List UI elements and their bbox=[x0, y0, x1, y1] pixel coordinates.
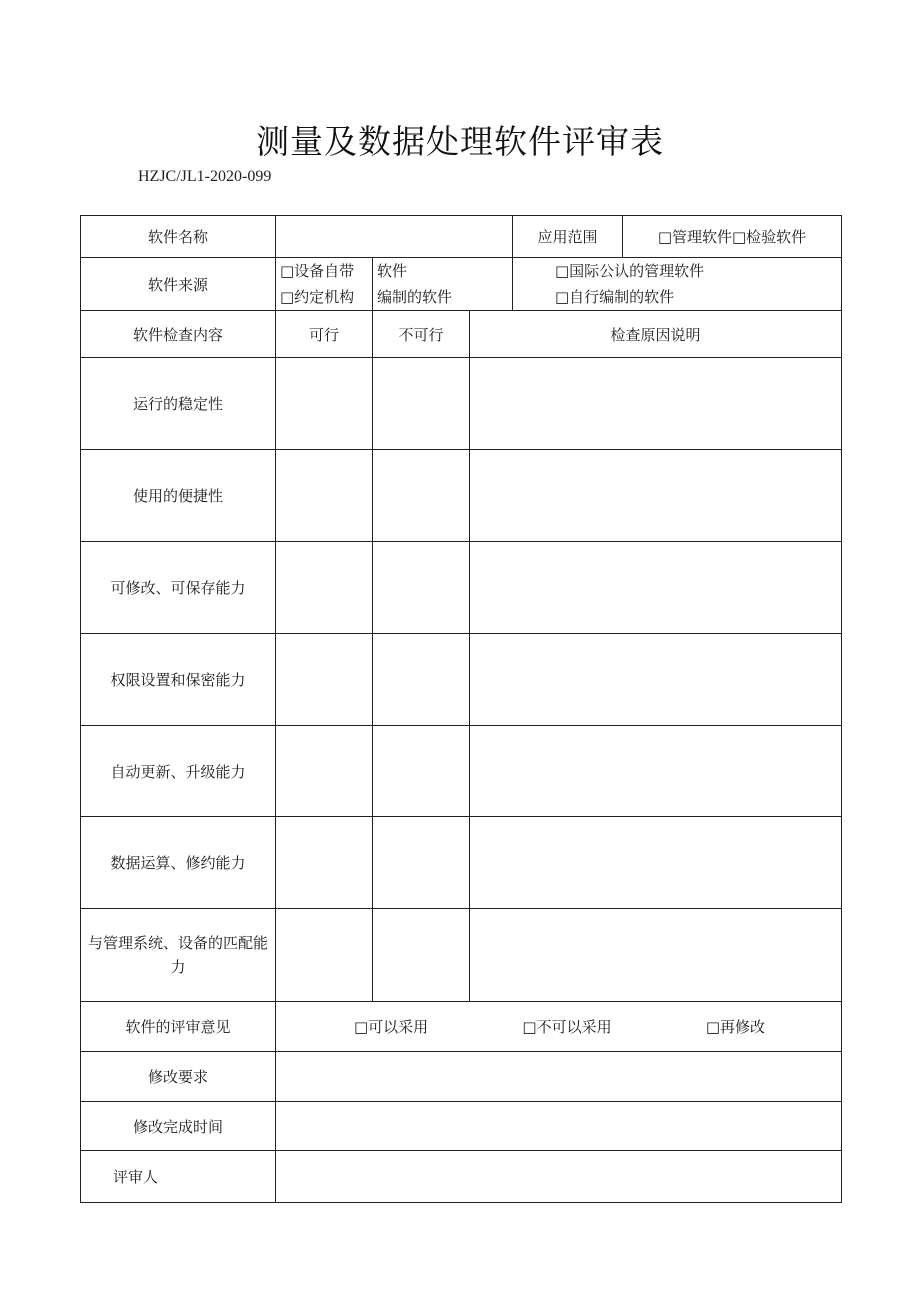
page-title: 测量及数据处理软件评审表 bbox=[256, 122, 664, 161]
modify-requirement-label: 修改要求 bbox=[81, 1052, 276, 1102]
source-option-self-developed[interactable]: □自行编制的软件 bbox=[555, 288, 675, 306]
not-feasible-cell[interactable] bbox=[373, 634, 470, 726]
not-feasible-cell[interactable] bbox=[373, 542, 470, 634]
check-item-row bbox=[81, 542, 842, 634]
document-number: HZJC/JL1-2020-099 bbox=[138, 168, 272, 185]
source-options-col3 bbox=[513, 258, 842, 311]
check-item-label: 与管理系统、设备的匹配能力 bbox=[81, 909, 276, 1002]
check-item-row bbox=[81, 358, 842, 450]
feasible-cell[interactable] bbox=[276, 817, 373, 909]
feasible-cell[interactable] bbox=[276, 450, 373, 542]
feasible-cell[interactable] bbox=[276, 726, 373, 817]
review-opinion-label: 软件的评审意见 bbox=[81, 1002, 276, 1052]
source-options-col2 bbox=[373, 258, 513, 311]
source-option-agreed-agency[interactable]: □约定机构 bbox=[280, 288, 355, 306]
not-feasible-cell[interactable] bbox=[373, 450, 470, 542]
reason-header: 检查原因说明 bbox=[470, 311, 842, 358]
reviewer-field[interactable] bbox=[276, 1151, 842, 1203]
review-opinion-options bbox=[276, 1002, 842, 1052]
software-source-label: 软件来源 bbox=[81, 258, 276, 311]
scope-label: 应用范围 bbox=[513, 216, 623, 258]
software-name-label: 软件名称 bbox=[81, 216, 276, 258]
source-option-international[interactable]: □国际公认的管理软件 bbox=[555, 262, 705, 280]
not-feasible-header: 不可行 bbox=[373, 311, 470, 358]
software-name-field[interactable] bbox=[276, 216, 513, 258]
software-source-row bbox=[81, 258, 842, 311]
check-item-label: 权限设置和保密能力 bbox=[81, 634, 276, 726]
reason-cell[interactable] bbox=[470, 542, 842, 634]
not-feasible-cell[interactable] bbox=[373, 726, 470, 817]
check-item-label: 数据运算、修约能力 bbox=[81, 817, 276, 909]
opinion-reject-checkbox[interactable]: □不可以采用 bbox=[522, 1018, 612, 1036]
reviewer-label: 评审人 bbox=[81, 1151, 276, 1203]
reason-cell[interactable] bbox=[470, 909, 842, 1002]
opinion-accept-checkbox[interactable]: □可以采用 bbox=[354, 1018, 429, 1036]
reviewer-row bbox=[81, 1151, 842, 1203]
check-item-label: 可修改、可保存能力 bbox=[81, 542, 276, 634]
source-option-device-builtin[interactable]: □设备自带 bbox=[280, 262, 355, 280]
feasible-cell[interactable] bbox=[276, 542, 373, 634]
opinion-revise-checkbox[interactable]: □再修改 bbox=[705, 1018, 765, 1036]
check-item-label: 使用的便捷性 bbox=[81, 450, 276, 542]
reason-cell[interactable] bbox=[470, 817, 842, 909]
modify-time-label: 修改完成时间 bbox=[81, 1102, 276, 1151]
not-feasible-cell[interactable] bbox=[373, 358, 470, 450]
feasible-cell[interactable] bbox=[276, 358, 373, 450]
modify-requirement-row bbox=[81, 1052, 842, 1102]
reason-cell[interactable] bbox=[470, 358, 842, 450]
not-feasible-cell[interactable] bbox=[373, 817, 470, 909]
software-name-row bbox=[81, 216, 842, 258]
source-options-col1 bbox=[276, 258, 373, 311]
check-content-header: 软件检查内容 bbox=[81, 311, 276, 358]
feasible-header: 可行 bbox=[276, 311, 373, 358]
review-form-table bbox=[80, 215, 842, 1203]
modify-time-field[interactable] bbox=[276, 1102, 842, 1151]
feasible-cell[interactable] bbox=[276, 634, 373, 726]
check-item-row bbox=[81, 726, 842, 817]
reason-cell[interactable] bbox=[470, 634, 842, 726]
feasible-cell[interactable] bbox=[276, 909, 373, 1002]
check-item-row bbox=[81, 909, 842, 1002]
check-item-label: 自动更新、升级能力 bbox=[81, 726, 276, 817]
reason-cell[interactable] bbox=[470, 726, 842, 817]
source-option-agreed-agency-suffix: 编制的软件 bbox=[377, 288, 453, 306]
scope-options[interactable]: □管理软件□检验软件 bbox=[623, 216, 842, 258]
check-item-row bbox=[81, 634, 842, 726]
review-opinion-row bbox=[81, 1002, 842, 1052]
reason-cell[interactable] bbox=[470, 450, 842, 542]
modify-time-row bbox=[81, 1102, 842, 1151]
check-header-row bbox=[81, 311, 842, 358]
not-feasible-cell[interactable] bbox=[373, 909, 470, 1002]
check-item-label: 运行的稳定性 bbox=[81, 358, 276, 450]
check-item-row bbox=[81, 817, 842, 909]
source-option-device-builtin-suffix: 软件 bbox=[377, 262, 408, 280]
modify-requirement-field[interactable] bbox=[276, 1052, 842, 1102]
check-item-row bbox=[81, 450, 842, 542]
